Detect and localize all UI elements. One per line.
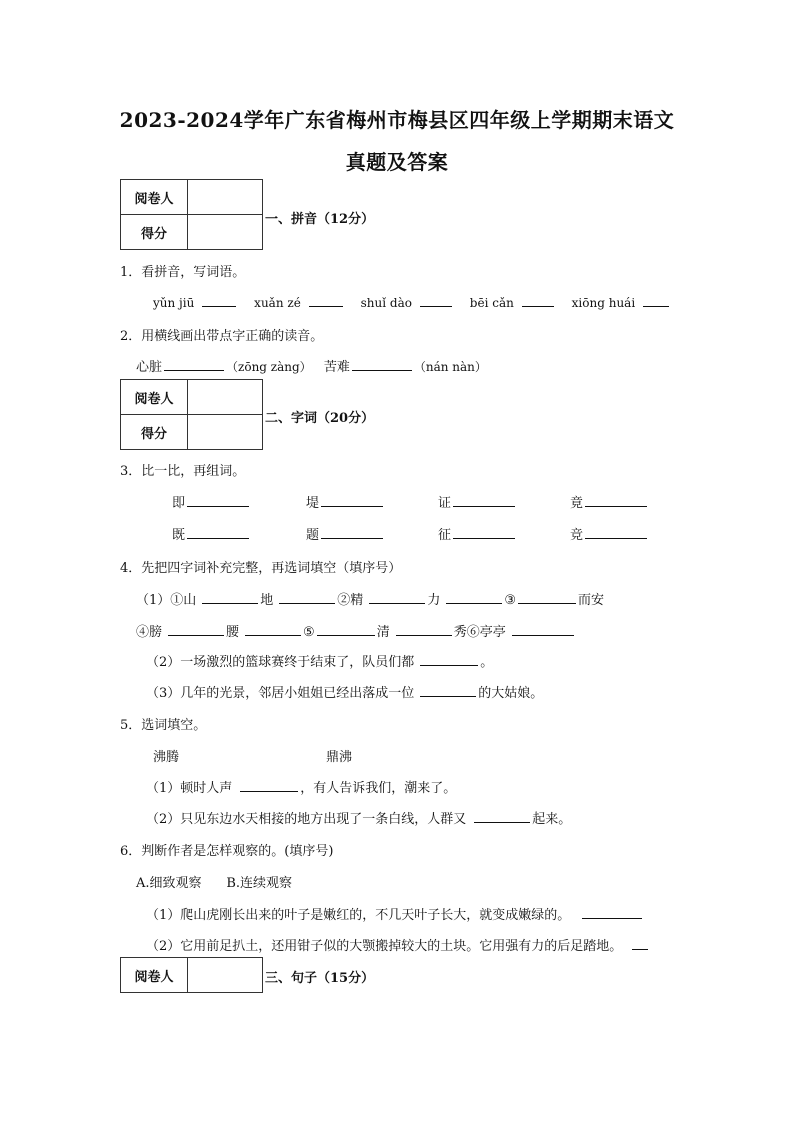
question-1-pinyin-row — [153, 294, 669, 310]
choice-word-2: 鼎沸 — [326, 750, 353, 765]
answer-blank[interactable] — [453, 526, 515, 539]
question-4-line3: （2）一场激烈的篮球赛终于结束了，队员们都 。 — [146, 655, 494, 670]
score-box-3 — [120, 957, 263, 993]
score-box-2 — [120, 379, 263, 450]
answer-blank[interactable] — [446, 591, 502, 604]
question-4-line2: ④膀 腰 ⑤ 清 秀⑥亭亭 — [136, 621, 576, 640]
choice-word-1: 沸腾 — [153, 750, 180, 765]
question-5-label: 5．选词填空。 — [120, 718, 207, 733]
section-heading-pinyin: 一、拼音（12分） — [265, 212, 375, 227]
compare-item: 竟 — [570, 492, 649, 511]
question-6-line1: （1）爬山虎刚长出来的叶子是嫩红的，不几天叶子长大，就变成嫩绿的。 — [146, 904, 644, 923]
question-2-label: 2．用横线画出带点字正确的读音。 — [120, 329, 324, 344]
answer-blank[interactable] — [632, 937, 648, 950]
score-label: 得分 — [121, 415, 188, 450]
question-5-line2: （2）只见东边水天相接的地方出现了一条白线，人群又 起来。 — [146, 812, 572, 827]
answer-blank[interactable] — [643, 294, 669, 307]
word: 苦难 — [323, 360, 350, 375]
pinyin-item: yǔn jiū — [153, 296, 195, 310]
answer-blank[interactable] — [202, 591, 258, 604]
pinyin-item: shuǐ dào — [360, 296, 412, 310]
answer-blank[interactable] — [420, 684, 476, 697]
answer-blank[interactable] — [168, 623, 224, 636]
reviewer-cell — [188, 958, 263, 993]
answer-blank[interactable] — [202, 294, 236, 307]
question-1-label: 1．看拼音，写词语。 — [120, 265, 246, 280]
answer-blank[interactable] — [396, 623, 452, 636]
pinyin-item: xuǎn zé — [254, 296, 301, 310]
answer-blank[interactable] — [585, 526, 647, 539]
reviewer-cell — [188, 180, 263, 215]
answer-blank[interactable] — [164, 358, 224, 371]
compare-item: 证 — [438, 492, 517, 511]
compare-item: 征 — [438, 524, 517, 543]
reviewer-label: 阅卷人 — [121, 180, 188, 215]
question-4-label: 4．先把四字词补充完整，再选词填空（填序号） — [120, 561, 402, 576]
compare-item: 题 — [306, 524, 385, 543]
exam-title-line2: 真题及答案 — [345, 150, 449, 174]
compare-item: 竞 — [570, 524, 649, 543]
score-cell — [188, 215, 263, 250]
answer-blank[interactable] — [245, 623, 301, 636]
answer-blank[interactable] — [420, 294, 452, 307]
answer-blank[interactable] — [453, 494, 515, 507]
answer-blank[interactable] — [585, 494, 647, 507]
answer-blank[interactable] — [518, 591, 576, 604]
compare-item: 即 — [172, 492, 251, 511]
answer-blank[interactable] — [369, 591, 425, 604]
answer-blank[interactable] — [512, 623, 574, 636]
exam-title-line1: 2023-2024学年广东省梅州市梅县区四年级上学期期末语文 — [119, 108, 675, 132]
pinyin-item: bēi cǎn — [469, 296, 514, 310]
reviewer-label: 阅卷人 — [121, 380, 188, 415]
word: 心脏 — [136, 360, 163, 375]
answer-blank[interactable] — [352, 358, 412, 371]
answer-blank[interactable] — [240, 779, 298, 792]
answer-blank[interactable] — [309, 294, 343, 307]
pinyin-options: （zōng zàng） — [226, 360, 312, 374]
question-6-label: 6．判断作者是怎样观察的。(填序号) — [120, 844, 334, 859]
reviewer-cell — [188, 380, 263, 415]
question-5-line1: （1）顿时人声 ，有人告诉我们，潮来了。 — [146, 781, 457, 796]
score-cell — [188, 415, 263, 450]
pinyin-item: xiōng huái — [571, 296, 636, 310]
answer-blank[interactable] — [317, 623, 375, 636]
score-box-1 — [120, 179, 263, 250]
answer-blank[interactable] — [279, 591, 335, 604]
reviewer-label: 阅卷人 — [121, 958, 188, 993]
answer-blank[interactable] — [187, 494, 249, 507]
answer-blank[interactable] — [420, 653, 478, 666]
compare-item: 既 — [172, 524, 251, 543]
question-4-line1: （1）①山 地 ②精 力 ③ 而安 — [136, 593, 604, 608]
answer-blank[interactable] — [582, 906, 642, 919]
pinyin-options: （nán nàn） — [413, 360, 487, 374]
question-6-line2: （2）它用前足扒土，还用钳子似的大颚搬掉较大的土块。它用强有力的后足踏地。 — [146, 935, 650, 954]
answer-blank[interactable] — [321, 526, 383, 539]
section-heading-words: 二、字词（20分） — [265, 411, 375, 426]
compare-item: 堤 — [306, 492, 385, 511]
question-2-row — [136, 356, 487, 375]
section-heading-sentences: 三、句子（15分） — [265, 971, 375, 986]
question-3-label: 3．比一比，再组词。 — [120, 464, 246, 479]
answer-blank[interactable] — [474, 810, 530, 823]
answer-blank[interactable] — [187, 526, 249, 539]
question-6-options: A.细致观察 B.连续观察 — [136, 876, 293, 891]
answer-blank[interactable] — [522, 294, 554, 307]
score-label: 得分 — [121, 215, 188, 250]
answer-blank[interactable] — [321, 494, 383, 507]
question-4-line4: （3）几年的光景，邻居小姐姐已经出落成一位 的大姑娘。 — [146, 686, 544, 701]
